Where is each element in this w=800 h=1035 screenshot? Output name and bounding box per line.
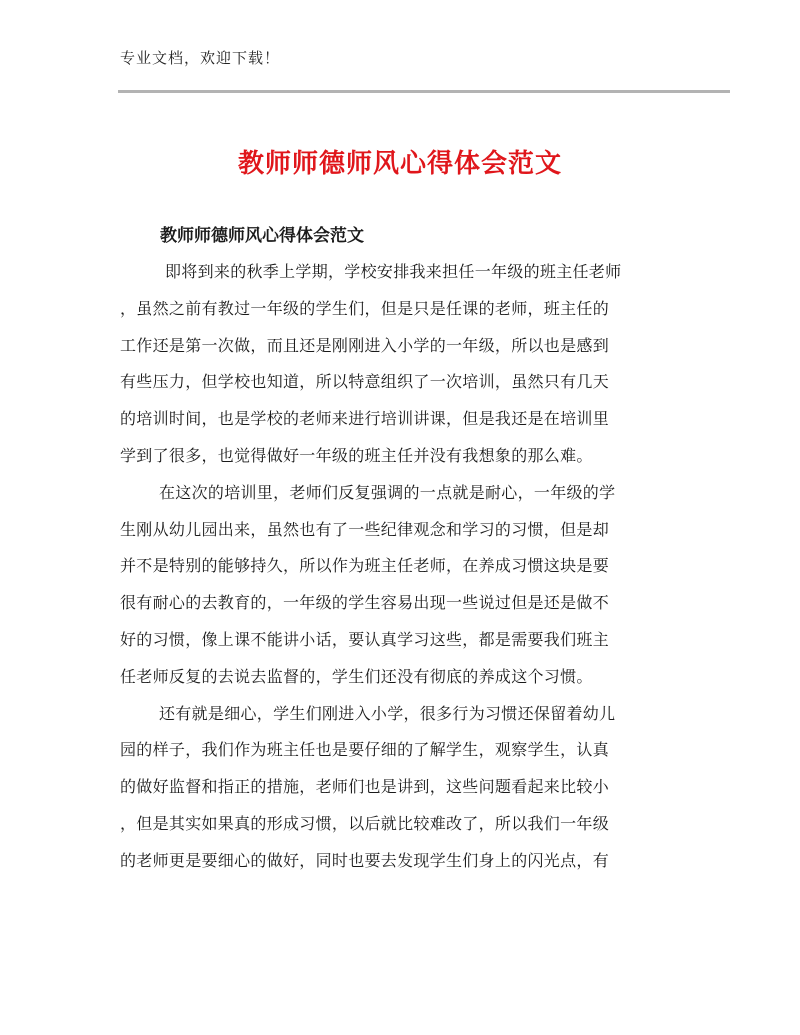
document-title: 教师师德师风心得体会范文 bbox=[237, 149, 562, 179]
body-line: 的培训时间，也是学校的老师来进行培训讲课，但是我还是在培训里 bbox=[120, 409, 610, 429]
body-line: 在这次的培训里，老师们反复强调的一点就是耐心，一年级的学 bbox=[159, 482, 616, 502]
document-body bbox=[120, 254, 680, 880]
body-line: 即将到来的秋季上学期，学校安排我来担任一年级的班主任老师 bbox=[165, 262, 622, 281]
body-line: 的做好监督和指正的措施，老师们也是讲到，这些问题看起来比较小 bbox=[120, 777, 610, 797]
body-line: 生刚从幼儿园出来，虽然也有了一些纪律观念和学习的习惯，但是却 bbox=[120, 519, 610, 539]
body-line: 很有耐心的去教育的，一年级的学生容易出现一些说过但是还是做不 bbox=[120, 593, 610, 613]
document-subtitle: 教师师德师风心得体会范文 bbox=[160, 226, 364, 246]
body-line: 学到了很多，也觉得做好一年级的班主任并没有我想象的那么难。 bbox=[120, 445, 593, 465]
body-line: 的老师更是要细心的做好，同时也要去发现学生们身上的闪光点，有 bbox=[120, 850, 610, 870]
body-line: 还有就是细心，学生们刚进入小学，很多行为习惯还保留着幼儿 bbox=[159, 703, 616, 723]
body-line: 园的样子，我们作为班主任也是要仔细的了解学生，观察学生，认真 bbox=[120, 740, 610, 760]
page-header: 专业文档，欢迎下载！ bbox=[120, 49, 281, 67]
body-line: ，但是其实如果真的形成习惯，以后就比较难改了，所以我们一年级 bbox=[120, 813, 610, 833]
body-line: 任老师反复的去说去监督的，学生们还没有彻底的养成这个习惯。 bbox=[120, 666, 593, 686]
body-line: 并不是特别的能够持久，所以作为班主任老师，在养成习惯这块是要 bbox=[120, 556, 610, 576]
body-line: 好的习惯，像上课不能讲小话，要认真学习这些，都是需要我们班主 bbox=[120, 629, 610, 649]
header-divider bbox=[118, 90, 730, 93]
body-line: ，虽然之前有教过一年级的学生们，但是只是任课的老师，班主任的 bbox=[120, 298, 610, 318]
body-line: 有些压力，但学校也知道，所以特意组织了一次培训，虽然只有几天 bbox=[120, 372, 610, 392]
body-line: 工作还是第一次做，而且还是刚刚进入小学的一年级，所以也是感到 bbox=[120, 335, 610, 355]
